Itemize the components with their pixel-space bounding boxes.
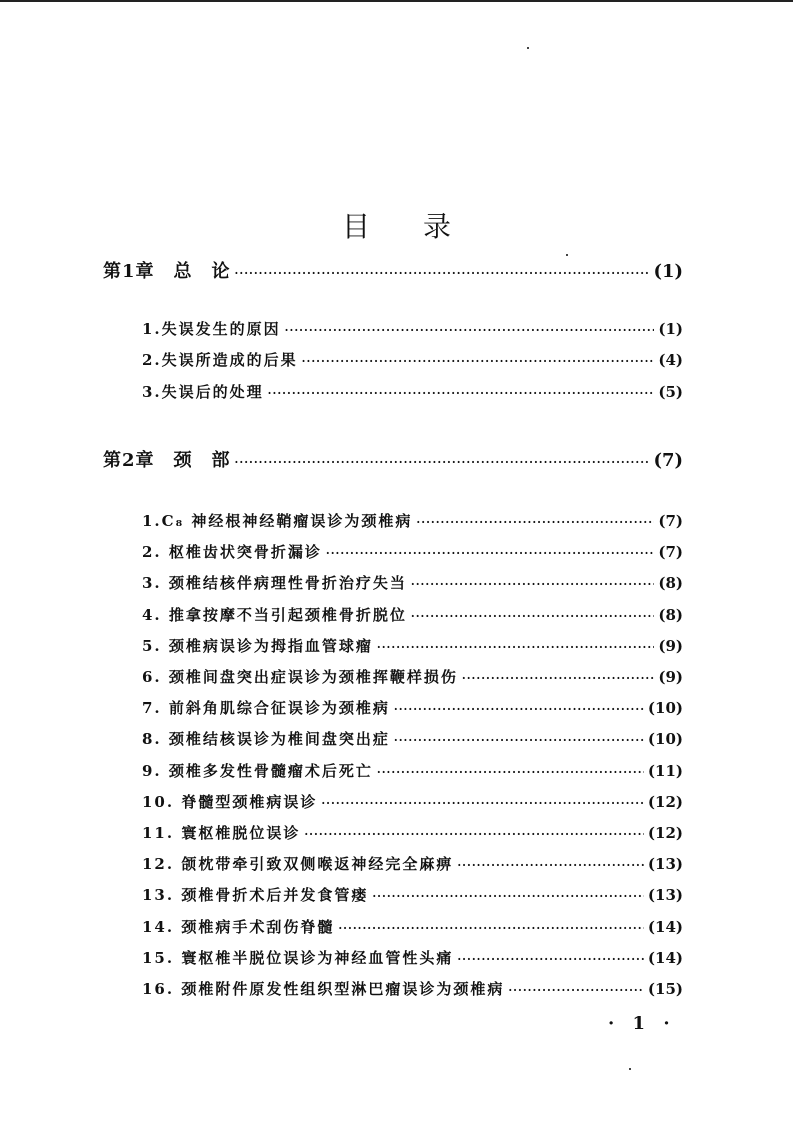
page-number: · 1 · [608,1013,676,1034]
toc-entry-page: (7) [658,543,683,561]
toc-entry-page: (13) [647,855,683,873]
toc-entry-page: (1) [658,320,683,338]
toc-entry[interactable] [142,883,683,907]
toc-entry-title: 1.C₈ 神经根神经鞘瘤误诊为颈椎病 [142,512,413,530]
toc-entry-page: (10) [647,699,683,717]
toc-chapter-title: 第2章 颈 部 [103,450,231,471]
toc-entry-title: 2.失误所造成的后果 [142,351,298,369]
toc-entry-title: 10. 脊髓型颈椎病误诊 [142,793,318,811]
toc-entry[interactable] [142,317,683,341]
scan-speck [629,1068,631,1070]
toc-entry-page: (8) [658,574,683,592]
toc-entry-title: 12. 颌枕带牵引致双侧喉返神经完全麻痹 [142,855,454,873]
toc-entry[interactable] [142,603,683,627]
toc-entry[interactable] [142,915,683,939]
scan-speck [566,254,568,256]
dot-leader [411,605,654,629]
toc-entry-page: (9) [658,668,683,686]
dot-leader [235,451,650,475]
toc-entry-page: (12) [647,793,683,811]
toc-entry[interactable] [142,790,683,814]
dot-leader [235,262,650,286]
toc-entry[interactable] [142,727,683,751]
toc-entry-page: (13) [647,886,683,904]
scan-speck [527,47,529,49]
toc-entry-title: 3. 颈椎结核伴病理性骨折治疗失当 [142,574,407,592]
dot-leader [411,573,654,597]
dot-leader [321,792,644,816]
toc-entry-page: (12) [647,824,683,842]
dot-leader [508,979,644,1003]
dot-leader [457,948,644,972]
dot-leader [377,761,644,785]
toc-entry-page: (10) [647,730,683,748]
toc-entry[interactable] [142,540,683,564]
toc-entry-page: (14) [647,918,683,936]
dot-leader [338,917,644,941]
toc-entry-title: 8. 颈椎结核误诊为椎间盘突出症 [142,730,390,748]
toc-entry-title: 3.失误后的处理 [142,383,264,401]
toc-entry[interactable] [142,946,683,970]
toc-entry-page: (8) [658,606,683,624]
dot-leader [457,854,644,878]
toc-entry-title: 2. 枢椎齿状突骨折漏诊 [142,543,322,561]
toc-entry-title: 6. 颈椎间盘突出症误诊为颈椎挥鞭样损伤 [142,668,458,686]
scan-edge-line [0,0,793,2]
dot-leader [394,698,644,722]
toc-entry-title: 4. 推拿按摩不当引起颈椎骨折脱位 [142,606,407,624]
toc-entry-title: 14. 颈椎病手术刮伤脊髓 [142,918,335,936]
toc-entry-page: (14) [647,949,683,967]
toc-entry-title: 11. 寰枢椎脱位误诊 [142,824,301,842]
toc-entry-page: (7) [658,512,683,530]
toc-entry[interactable] [142,380,683,404]
toc-entry[interactable] [142,509,683,533]
toc-entry[interactable] [142,571,683,595]
toc-entry-title: 15. 寰枢椎半脱位误诊为神经血管性头痛 [142,949,454,967]
dot-leader [268,382,655,406]
dot-leader [462,667,654,691]
toc-entry-title: 16. 颈椎附件原发性组织型淋巴瘤误诊为颈椎病 [142,980,505,998]
toc-entry[interactable] [142,348,683,372]
toc-entry-page: (11) [647,762,683,780]
toc-entry-page: (15) [647,980,683,998]
toc-entry[interactable] [142,665,683,689]
toc-entry-page: (5) [658,383,683,401]
dot-leader [377,636,654,660]
toc-entry-page: (9) [658,637,683,655]
toc-chapter[interactable] [103,260,683,284]
toc-entry-title: 9. 颈椎多发性骨髓瘤术后死亡 [142,762,373,780]
toc-chapter-title: 第1章 总 论 [103,261,231,282]
toc-entry[interactable] [142,634,683,658]
toc-chapter-page: (7) [653,450,683,471]
page-title: 目 录 [342,209,473,243]
dot-leader [326,542,654,566]
toc-entry-page: (4) [658,351,683,369]
toc-entry[interactable] [142,977,683,1001]
toc-entry[interactable] [142,852,683,876]
dot-leader [416,511,654,535]
toc-entry[interactable] [142,696,683,720]
dot-leader [302,350,655,374]
dot-leader [372,885,644,909]
toc-entry-title: 5. 颈椎病误诊为拇指血管球瘤 [142,637,373,655]
toc-chapter[interactable] [103,449,683,473]
toc-entry-title: 1.失误发生的原因 [142,320,281,338]
toc-entry-title: 7. 前斜角肌综合征误诊为颈椎病 [142,699,390,717]
dot-leader [394,729,644,753]
toc-entry-title: 13. 颈椎骨折术后并发食管瘘 [142,886,369,904]
dot-leader [285,319,655,343]
dot-leader [304,823,644,847]
toc-entry[interactable] [142,759,683,783]
toc-chapter-page: (1) [653,261,683,282]
toc-entry[interactable] [142,821,683,845]
